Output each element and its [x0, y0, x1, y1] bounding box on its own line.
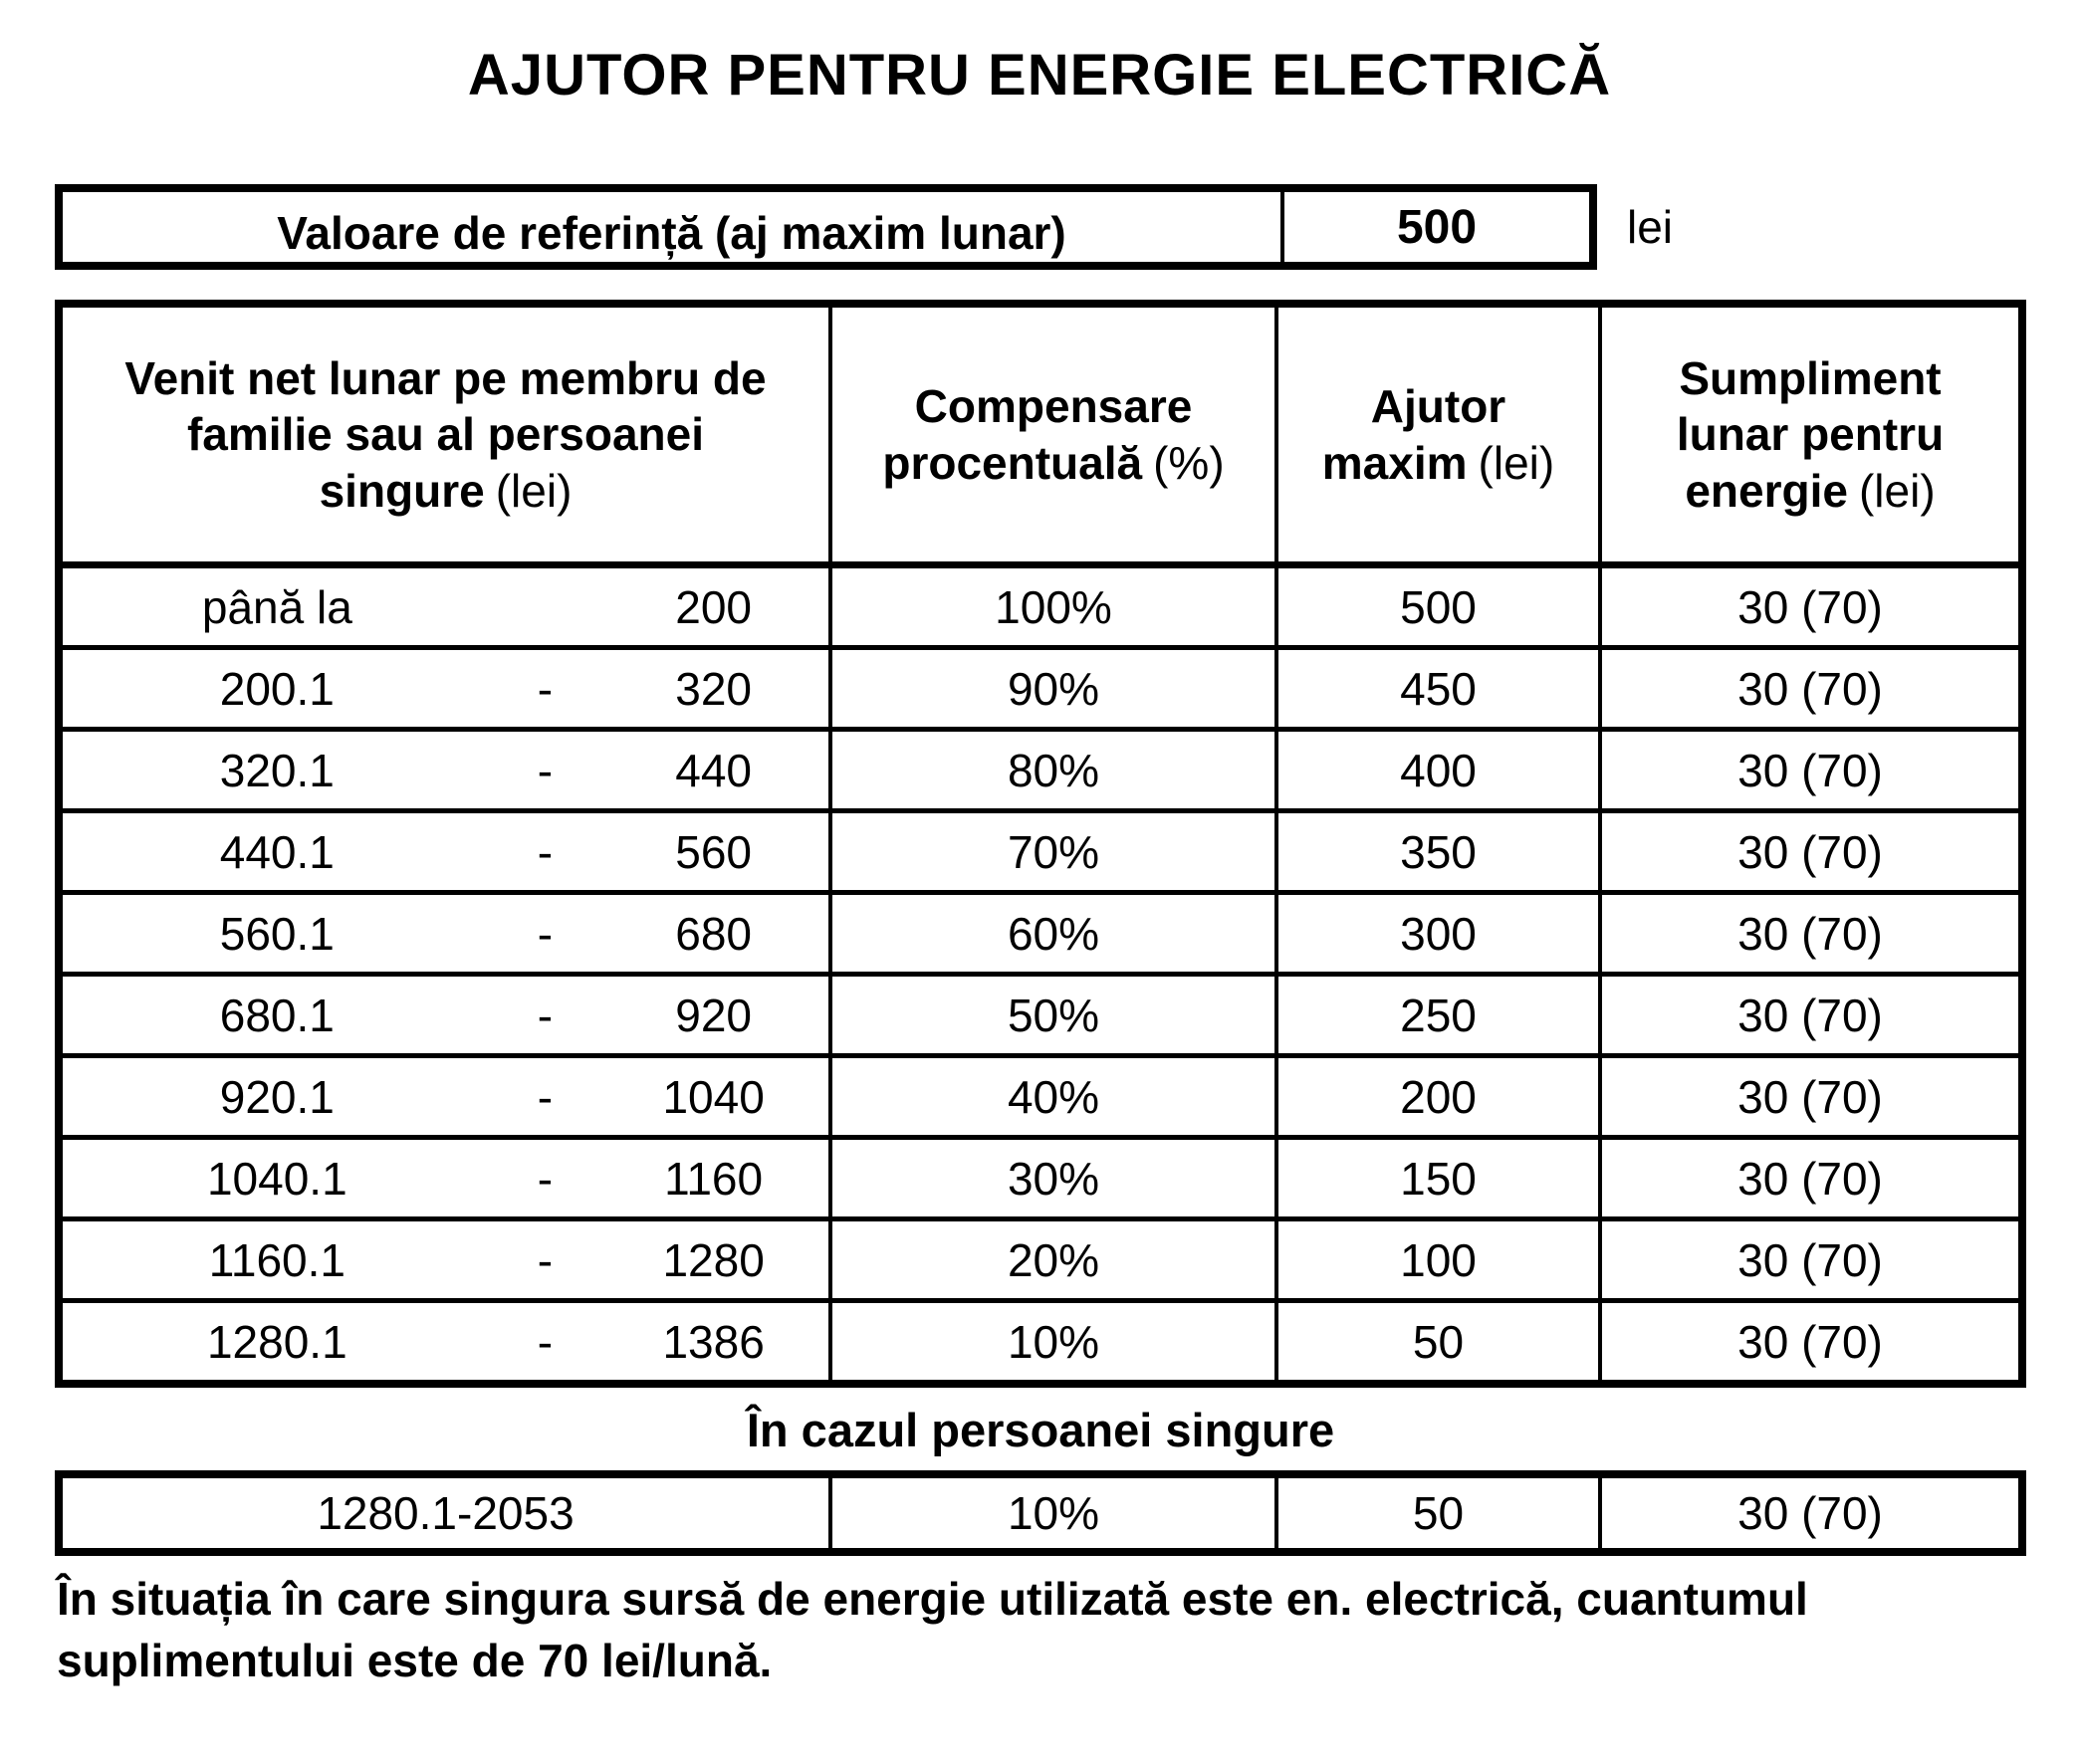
table-row — [63, 1058, 2018, 1140]
income-dash: - — [537, 1233, 554, 1286]
aid-table-header-row — [63, 308, 2018, 568]
table-row — [63, 1221, 2018, 1303]
income-high: 920 — [675, 989, 753, 1041]
header-income-unit: (lei) — [495, 464, 573, 517]
compensation-cell: 20% — [832, 1221, 1278, 1298]
income-range-cell — [63, 977, 832, 1053]
header-max-aid-unit: (lei) — [1478, 436, 1555, 489]
supplement-cell: 30 (70) — [1737, 989, 1883, 1041]
table-row — [63, 977, 2018, 1058]
income-low: 200.1 — [219, 662, 335, 715]
income-dash: - — [537, 1152, 554, 1205]
income-dash: - — [537, 825, 554, 878]
income-high: 560 — [675, 825, 753, 878]
reference-unit-label: lei — [1627, 201, 1674, 253]
income-range-cell — [63, 1140, 832, 1216]
aid-table — [55, 300, 2026, 1388]
income-high: 1040 — [662, 1070, 765, 1123]
income-range-cell — [63, 1058, 832, 1135]
income-dash: - — [537, 989, 554, 1041]
compensation-cell: 30% — [832, 1140, 1278, 1216]
reference-value-table — [55, 184, 1597, 270]
supplement-cell: 30 (70) — [1737, 662, 1883, 715]
header-max-aid-main: Ajutor maxim — [1321, 380, 1506, 489]
compensation-cell: 50% — [832, 977, 1278, 1053]
max-aid-cell: 50 — [1278, 1478, 1602, 1548]
income-dash: - — [537, 1070, 554, 1123]
supplement-cell: 30 (70) — [1737, 580, 1883, 633]
income-high: 1160 — [664, 1152, 764, 1205]
compensation-cell: 40% — [832, 1058, 1278, 1135]
income-high: 320 — [675, 662, 753, 715]
table-row — [63, 895, 2018, 977]
compensation-cell: 10% — [832, 1478, 1278, 1548]
table-row — [63, 568, 2018, 650]
reference-value-row — [55, 184, 2079, 270]
income-low: 1040.1 — [206, 1152, 347, 1205]
supplement-cell: 30 (70) — [1737, 1487, 1883, 1539]
compensation-cell: 80% — [832, 732, 1278, 808]
compensation-cell: 10% — [832, 1303, 1278, 1380]
income-high: 680 — [675, 907, 753, 960]
table-row — [63, 1140, 2018, 1221]
income-range-cell — [63, 568, 832, 645]
table-row — [63, 1478, 2018, 1548]
header-income-main: Venit net lunar pe membru de familie sau al persoanei singure — [124, 352, 767, 517]
single-person-table — [55, 1470, 2026, 1556]
header-compensation-main: Compensare procentuală — [882, 380, 1193, 489]
max-aid-cell: 250 — [1278, 977, 1602, 1053]
income-low: 1160.1 — [208, 1233, 346, 1286]
income-high: 1386 — [662, 1315, 765, 1368]
supplement-cell: 30 (70) — [1737, 1233, 1883, 1286]
income-range-cell — [63, 732, 832, 808]
max-aid-cell: 300 — [1278, 895, 1602, 972]
income-range-cell — [63, 1221, 832, 1298]
table-row — [63, 1303, 2018, 1380]
income-range-cell — [63, 895, 832, 972]
income-low: 680.1 — [219, 989, 335, 1041]
compensation-cell: 90% — [832, 650, 1278, 727]
header-income — [63, 308, 832, 561]
income-high: 440 — [675, 744, 753, 796]
income-low: 320.1 — [219, 744, 335, 796]
single-person-section-title: În cazul persoanei singure — [746, 1404, 1335, 1456]
footnote-text: În situația în care singura sursă de energie utilizată este en. electrică, cuantumul suplimentului este de 70 lei/lună. — [57, 1573, 1808, 1687]
table-row — [63, 650, 2018, 732]
income-high: 1280 — [662, 1233, 765, 1286]
max-aid-cell: 400 — [1278, 732, 1602, 808]
header-supplement — [1602, 308, 2018, 561]
supplement-cell: 30 (70) — [1737, 907, 1883, 960]
max-aid-cell: 150 — [1278, 1140, 1602, 1216]
income-range-cell — [63, 1303, 832, 1380]
income-range-cell: 1280.1-2053 — [63, 1478, 832, 1548]
reference-label: Valoare de referință (aj maxim lunar) — [63, 192, 1284, 262]
max-aid-cell: 500 — [1278, 568, 1602, 645]
max-aid-cell: 100 — [1278, 1221, 1602, 1298]
supplement-cell: 30 (70) — [1737, 744, 1883, 796]
income-high: 200 — [675, 580, 753, 633]
max-aid-cell: 50 — [1278, 1303, 1602, 1380]
max-aid-cell: 450 — [1278, 650, 1602, 727]
income-low: 1280.1 — [206, 1315, 347, 1368]
income-range-cell — [63, 650, 832, 727]
header-supplement-unit: (lei) — [1858, 464, 1936, 517]
reference-value: 500 — [1396, 200, 1478, 254]
table-row — [63, 732, 2018, 813]
compensation-cell: 100% — [832, 568, 1278, 645]
income-dash: - — [537, 907, 554, 960]
income-low: până la — [201, 580, 352, 633]
supplement-cell: 30 (70) — [1737, 825, 1883, 878]
max-aid-cell: 350 — [1278, 813, 1602, 890]
header-supplement-main: Sumpliment lunar pentru energie — [1676, 352, 1945, 517]
supplement-cell: 30 (70) — [1737, 1152, 1883, 1205]
compensation-cell: 60% — [832, 895, 1278, 972]
income-low: 920.1 — [219, 1070, 335, 1123]
header-compensation-unit: (%) — [1153, 436, 1225, 489]
max-aid-cell: 200 — [1278, 1058, 1602, 1135]
page-title: AJUTOR PENTRU ENERGIE ELECTRICĂ — [467, 43, 1612, 108]
supplement-cell: 30 (70) — [1737, 1315, 1883, 1368]
income-dash: - — [537, 1315, 554, 1368]
income-range-cell — [63, 813, 832, 890]
income-dash: - — [537, 744, 554, 796]
income-low: 440.1 — [219, 825, 335, 878]
header-compensation — [832, 308, 1278, 561]
compensation-cell: 70% — [832, 813, 1278, 890]
income-low: 560.1 — [219, 907, 335, 960]
income-dash: - — [537, 662, 554, 715]
table-row — [63, 813, 2018, 895]
supplement-cell: 30 (70) — [1737, 1070, 1883, 1123]
header-max-aid — [1278, 308, 1602, 561]
